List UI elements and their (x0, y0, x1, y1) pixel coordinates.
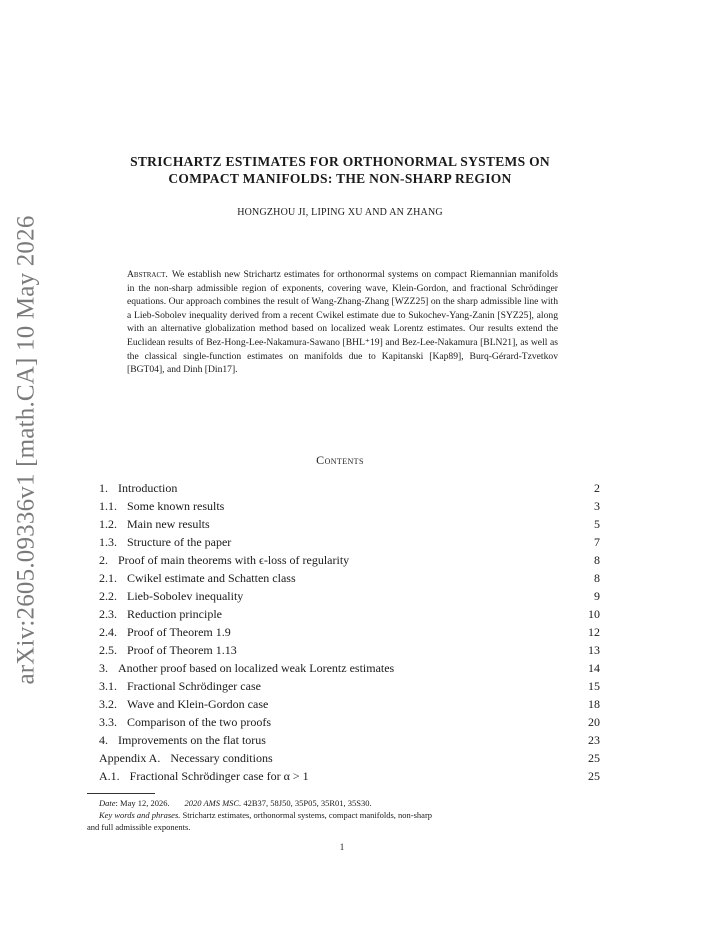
arxiv-identifier-stamp (6, 215, 48, 685)
toc-entry[interactable] (99, 641, 600, 659)
toc-entry-title (99, 731, 266, 749)
title-line-1: STRICHARTZ ESTIMATES FOR ORTHONORMAL SYSTEMS ON (130, 154, 550, 169)
keywords-label: Key words and phrases. (99, 810, 181, 820)
toc-entry-page: 2 (594, 481, 600, 495)
toc-entry-number: 1.1. (99, 499, 117, 513)
toc-entry[interactable] (99, 767, 600, 785)
keywords-value: Strichartz estimates, orthonormal systems, compact manifolds, non-sharp (182, 810, 433, 820)
toc-entry-label: Fractional Schrödinger case for α > 1 (129, 769, 309, 783)
toc-entry-title (99, 551, 349, 569)
toc-entry[interactable] (99, 587, 600, 605)
toc-entry-number: 1.3. (99, 535, 117, 549)
footnote-keywords-continued: and full admissible exponents. (87, 822, 191, 832)
toc-entry-number: 2.5. (99, 643, 117, 657)
toc-entry-title (99, 659, 394, 677)
abstract-label: Abstract. (127, 269, 168, 280)
toc-entry-label: Reduction principle (127, 607, 222, 621)
toc-entry-label: Improvements on the flat torus (118, 733, 266, 747)
toc-entry-title (99, 641, 237, 659)
toc-entry-page: 20 (588, 715, 600, 729)
toc-entry-number: 2.4. (99, 625, 117, 639)
date-value: : May 12, 2026. (115, 798, 170, 808)
title-line-2: COMPACT MANIFOLDS: THE NON-SHARP REGION (168, 171, 512, 186)
toc-entry-number: 1. (99, 481, 108, 495)
footnote-date-msc (87, 797, 600, 809)
toc-entry-label: Structure of the paper (127, 535, 232, 549)
toc-entry-label: Cwikel estimate and Schatten class (127, 571, 296, 585)
toc-entry-title (99, 533, 231, 551)
toc-entry-number: 2.2. (99, 589, 117, 603)
toc-entry-title (99, 479, 177, 497)
toc-entry-number: 4. (99, 733, 108, 747)
toc-entry-page: 18 (588, 697, 600, 711)
toc-entry-page: 9 (594, 589, 600, 603)
msc-value: 42B37, 58J50, 35P05, 35R01, 35S30. (243, 798, 372, 808)
toc-entry-page: 23 (588, 733, 600, 747)
toc-entry-page: 13 (588, 643, 600, 657)
toc-entry-number: A.1. (99, 769, 120, 783)
toc-entry[interactable] (99, 731, 600, 749)
toc-entry-label: Proof of Theorem 1.13 (127, 643, 237, 657)
paper-title (80, 153, 600, 187)
toc-entry-page: 8 (594, 571, 600, 585)
toc-entry-page: 25 (588, 769, 600, 783)
date-label: Date (99, 798, 116, 808)
toc-entry-page: 8 (594, 553, 600, 567)
toc-entry[interactable] (99, 533, 600, 551)
toc-entry-number: 2.1. (99, 571, 117, 585)
footnote-keywords (87, 809, 600, 821)
msc-label: 2020 AMS MSC. (184, 798, 242, 808)
toc-entry-number: 3.2. (99, 697, 117, 711)
footnote (87, 797, 600, 833)
toc-entry-label: Proof of main theorems with ϵ-loss of regularity (118, 553, 350, 567)
abstract-text: We establish new Strichartz estimates for orthonormal systems on compact Riemannian manifolds in the non-sharp admissible region of exponents, covering wave, Klein-Gordon, and fractional Schrödinger equations. Our approach combines the result of Wang-Zhang-Zhang [WZZ25] on the sharp admissible line with a Lieb-Sobolev inequality derived from a recent Cwikel estimate due to Sukochev-Yang-Zanin [SYZ25], along with an alternative globalization method based on localized weak Lorentz estimates. Our results extend the Euclidean results of Bez-Hong-Lee-Nakamura-Sawano [BHL⁺19] and Bez-Lee-Nakamura [BLN21], as well as the classical single-function estimates on manifolds due to Kapitanski [Kap89], Burq-Gérard-Tzvetkov [BGT04], and Dinh [Din17]. (127, 269, 558, 376)
toc-entry-title (99, 515, 210, 533)
toc-entry-label: Some known results (127, 499, 225, 513)
toc-entry[interactable] (99, 713, 600, 731)
toc-entry-title (99, 677, 261, 695)
toc-entry[interactable] (99, 515, 600, 533)
toc-entry-page: 15 (588, 679, 600, 693)
toc-entry-label: Introduction (118, 481, 178, 495)
toc-entry-page: 3 (594, 499, 600, 513)
toc-entry-number: 3.3. (99, 715, 117, 729)
toc-entry-page: 5 (594, 517, 600, 531)
toc-entry-title (99, 767, 309, 785)
toc-entry[interactable] (99, 569, 600, 587)
toc-entry-title (99, 605, 222, 623)
toc-entry-label: Lieb-Sobolev inequality (127, 589, 244, 603)
arxiv-identifier-text: arXiv:2605.09336v1 [math.CA] 10 May 2026 (13, 215, 40, 685)
toc-entry-number: 3. (99, 661, 108, 675)
toc-entry[interactable] (99, 623, 600, 641)
toc-entry-label: Comparison of the two proofs (127, 715, 271, 729)
toc-entry[interactable] (99, 479, 600, 497)
toc-entry-title (99, 569, 296, 587)
toc-entry-page: 12 (588, 625, 600, 639)
toc-entry-label: Wave and Klein-Gordon case (127, 697, 269, 711)
toc-entry-page: 14 (588, 661, 600, 675)
toc-entry-page: 10 (588, 607, 600, 621)
toc-entry-number: 1.2. (99, 517, 117, 531)
toc-entry-label: Fractional Schrödinger case (127, 679, 261, 693)
footnote-divider (87, 793, 155, 794)
toc-entry[interactable] (99, 677, 600, 695)
toc-entry-title (99, 749, 273, 767)
toc-entry[interactable] (99, 659, 600, 677)
toc-entry-title (99, 497, 224, 515)
toc-entry-label: Proof of Theorem 1.9 (127, 625, 231, 639)
table-of-contents (99, 479, 600, 785)
toc-entry[interactable] (99, 605, 600, 623)
toc-entry-page: 7 (594, 535, 600, 549)
toc-entry-number: Appendix A. (99, 751, 161, 765)
toc-entry-title (99, 713, 271, 731)
toc-entry[interactable] (99, 749, 600, 767)
toc-entry-title (99, 695, 268, 713)
toc-entry-page: 25 (588, 751, 600, 765)
toc-entry-title (99, 623, 231, 641)
page-number: 1 (339, 842, 345, 852)
toc-entry-number: 2.3. (99, 607, 117, 621)
toc-entry-label: Necessary conditions (170, 751, 273, 765)
toc-entry-label: Another proof based on localized weak Lorentz estimates (118, 661, 395, 675)
contents-heading: Contents (316, 453, 364, 467)
toc-entry-number: 3.1. (99, 679, 117, 693)
toc-entry-number: 2. (99, 553, 108, 567)
abstract (127, 268, 558, 377)
toc-entry-title (99, 587, 243, 605)
toc-entry[interactable] (99, 497, 600, 515)
toc-entry[interactable] (99, 551, 600, 569)
toc-entry-label: Main new results (127, 517, 210, 531)
author-list: HONGZHOU JI, LIPING XU AND AN ZHANG (237, 207, 443, 218)
toc-entry[interactable] (99, 695, 600, 713)
